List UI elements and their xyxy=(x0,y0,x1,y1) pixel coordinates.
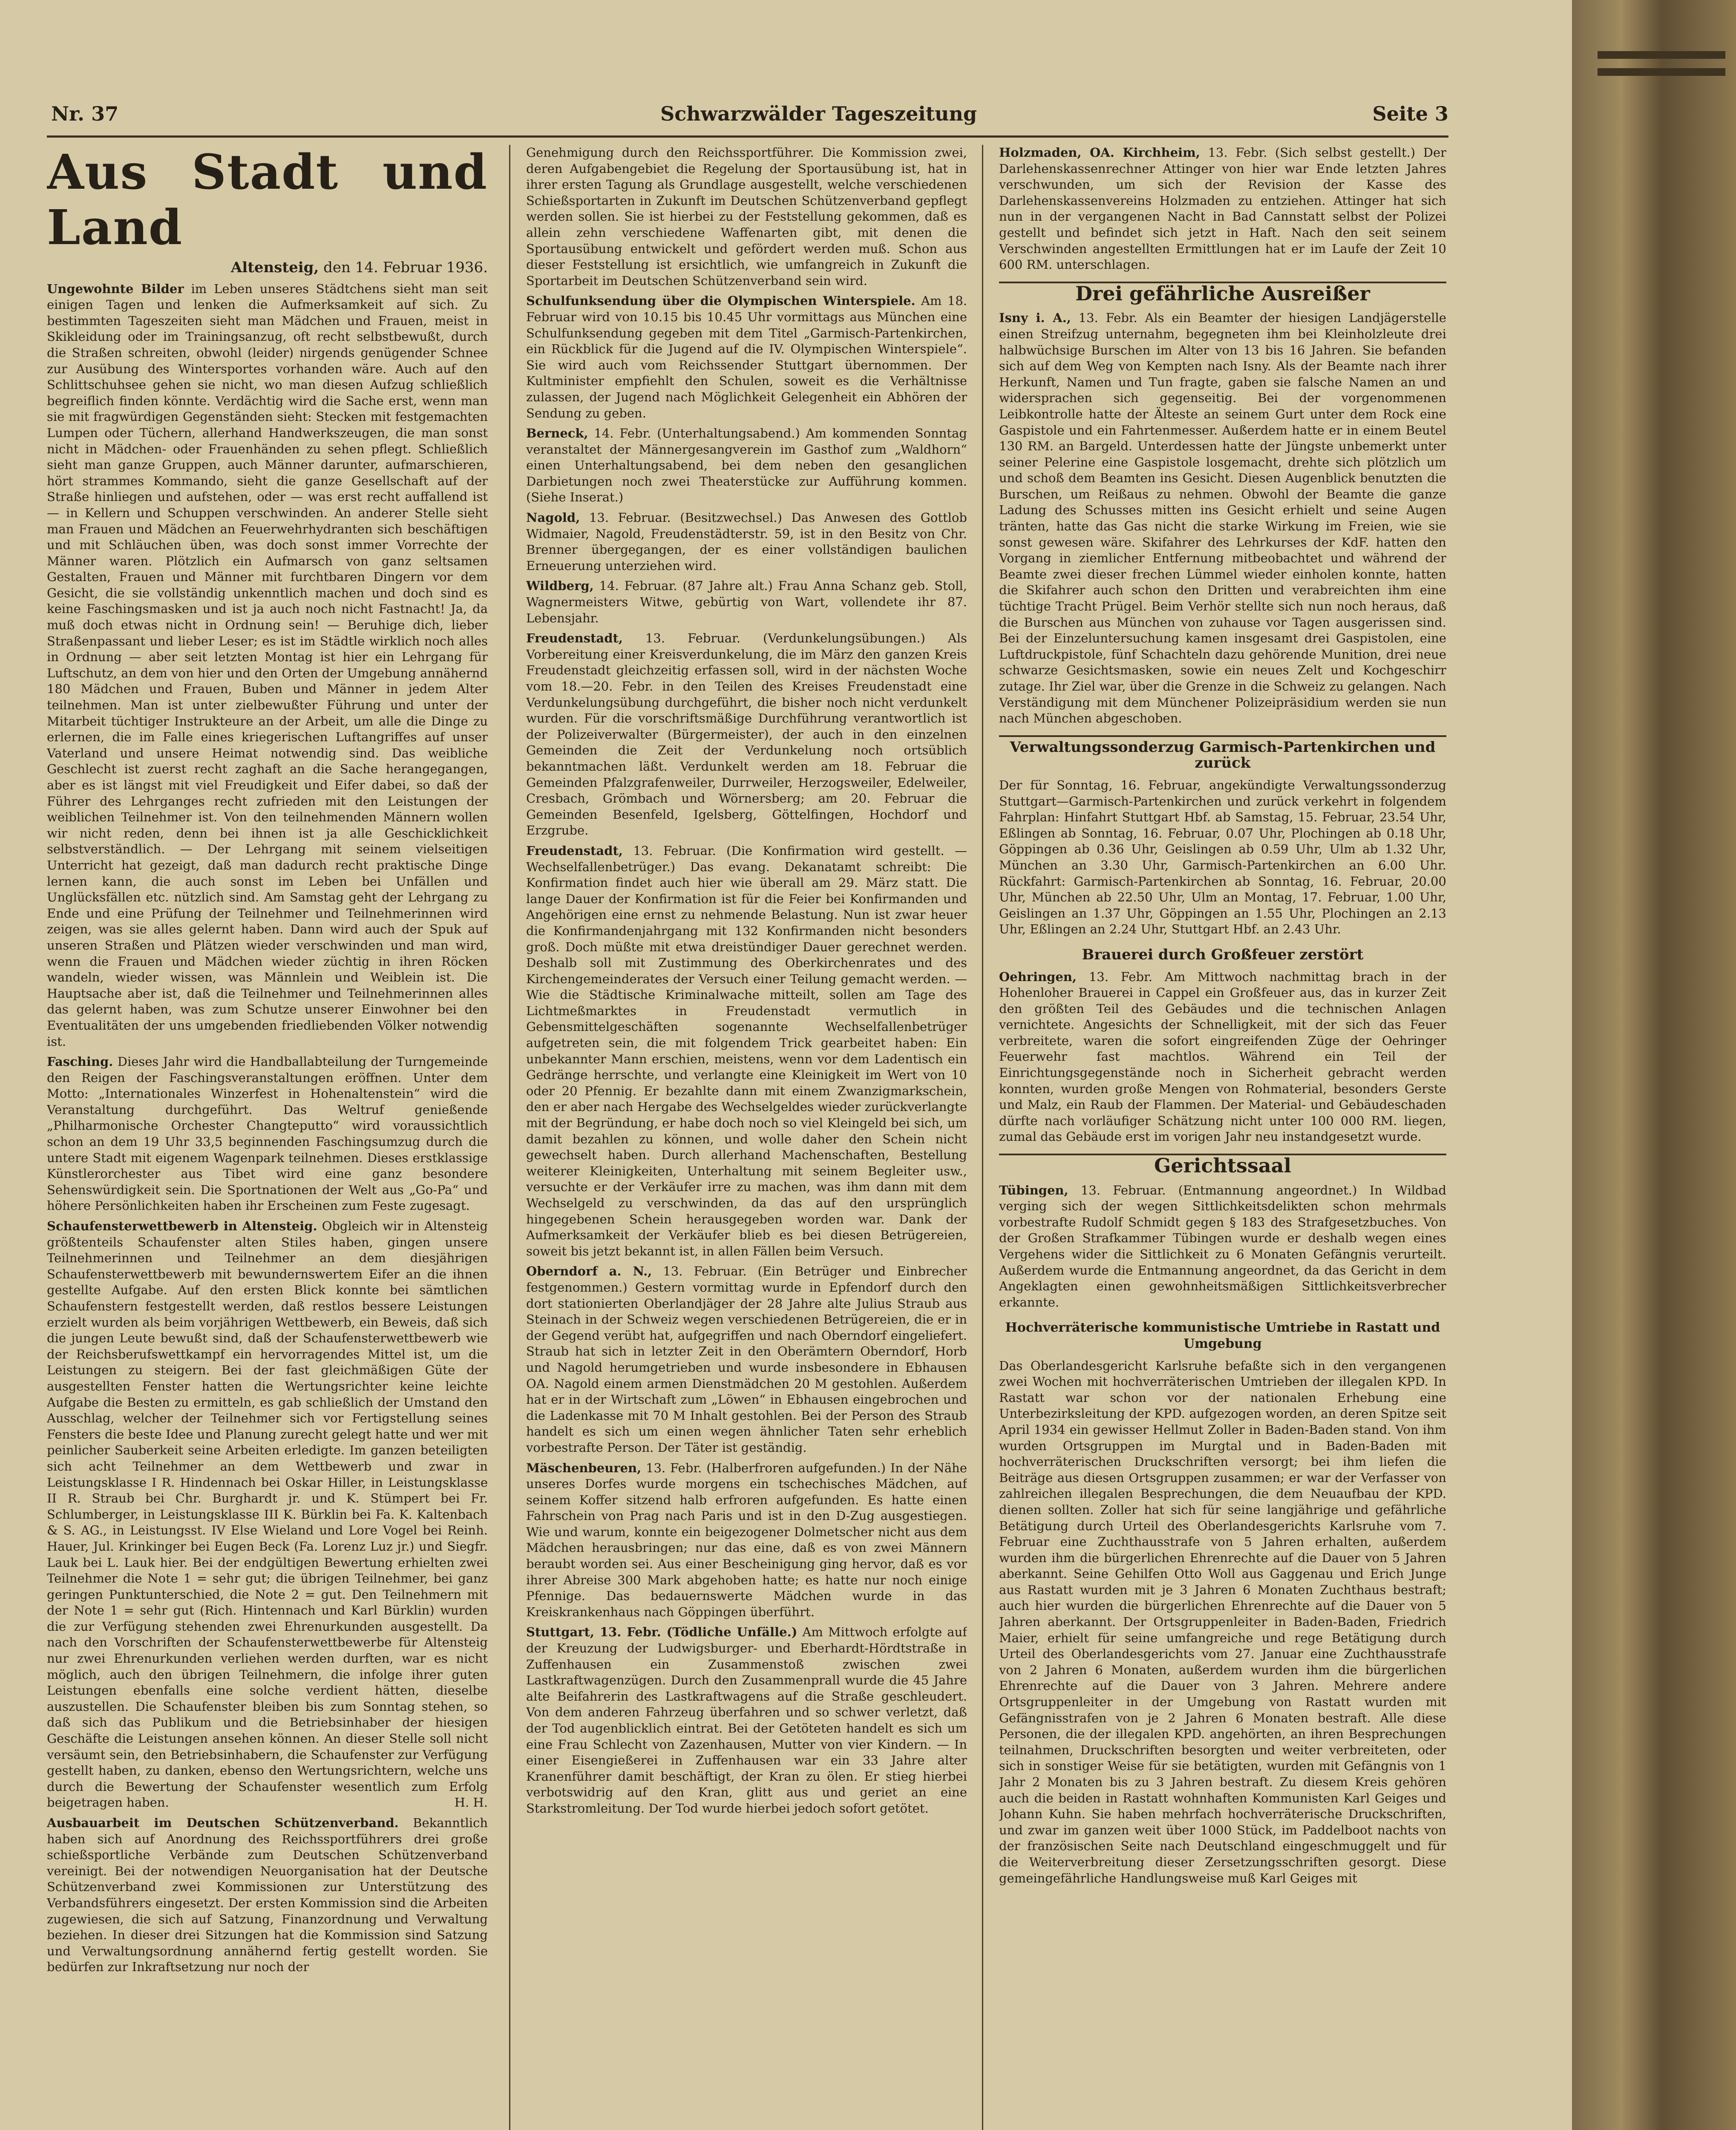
article xyxy=(526,578,967,626)
book-binding xyxy=(1572,0,1736,2130)
article-body: 13. Februar. (Besitzwechsel.) Das Anwesen des Gottlob Widmaier, Nagold, Freudenstädterstr. 59, ist in den Besitz von Chr. Brenner übergegangen, der es einer vollständigen baulichen Erneuerung unterziehen wird. xyxy=(526,510,967,573)
article xyxy=(526,510,967,574)
article-body: 13. Febr. (Sich selbst gestellt.) Der Darlehenskassenrechner Attinger von hier war Ende letzten Jahres verschwunden, um sich der Revision der Kasse des Darlehenskassenvereins Holzmaden zu entziehen. Attinger hat sich nun in der vergangenen Nacht in Bad Cannstatt selbst der Polizei gestellt und befindet sich jetzt in Haft. Nach den seit seinem Verschwinden angestellten Ermittlungen hat er im Laufe der Zeit 10 600 RM. unterschlagen. xyxy=(999,145,1446,272)
article-lead: Nagold, xyxy=(526,510,580,525)
article xyxy=(526,426,967,506)
article-body: 13. Februar. (Entmannung angeordnet.) In Wildbad verging sich der wegen Sittlichkeitsdelikten schon mehrmals vorbestrafte Rudolf Schmidt gegen § 183 des Strafgesetzbuches. Von der Großen Strafkammer Tübingen wurde er deshalb wegen eines Vergehens wider die Sittlichkeit zu 6 Monaten Gefängnis verurteilt. Außerdem wurde die Entmannung angeordnet, da das Gericht in dem Angeklagten einen gewohnheitsmäßigen Sittlichkeitsverbrecher erkannte. xyxy=(999,1183,1446,1310)
column-1 xyxy=(47,145,488,2130)
article xyxy=(526,1624,967,1816)
article xyxy=(47,1054,488,1214)
binding-band xyxy=(1598,68,1725,76)
section-title: Aus Stadt und Land xyxy=(47,145,488,256)
article-lead: Fasching. xyxy=(47,1054,113,1069)
article-body: im Leben unseres Städtchens sieht man seit einigen Tagen und lenken die Aufmerksamkeit auf sich. Zu bestimmten Tageszeiten sieht man Mädchen und Frauen, meist in Skikleidung oder im Trainingsanzug, oft recht selbstbewußt, durch die Straßen schreiten, obwohl (leider) nirgends genügender Schnee zur Ausübung des Wintersportes vorhanden wäre. Auch auf den Schlittschuhsee gehen sie nicht, wo man diesen Aufzug schließlich begreiflich finden könnte. Verdächtig wird die Sache erst, wenn man sie mit fragwürdigen Gegenständen sieht: Stecken mit festgemachten Lumpen oder Tüchern, allerhand Handwerkszeugen, die man sonst nicht in Mädchen- oder Frauenhänden zu sehen pflegt. Schließlich sieht man ganze Gruppen, auch Männer darunter, aufmarschieren, hört strammes Kommando, sieht die ganze Gesellschaft auf der Straße hinliegen und aufstehen, oder — was erst recht auffallend ist — in Kellern und Schuppen verschwinden. An anderer Stelle sieht man Frauen und Mädchen an Feuerwehrhydranten sich beschäftigen und mit Schläuchen üben, was doch sonst immer Vorrechte der Männer waren. Plötzlich ein Aufmarsch von ganz seltsamen Gestalten, Frauen und Männer mit furchtbaren Dingern vor dem Gesicht, die sie vollständig unkenntlich machen und doch sind es keine Faschingsmasken und ist ja auch noch nicht Fastnacht! Ja, da muß doch etwas nicht in Ordnung sein! — Beruhige dich, lieber Straßenpassant und lieber Leser; es ist im Städtle wirklich noch alles in Ordnung — aber seit letzten Montag ist hier ein Lehrgang für Luftschutz, an dem von hier und den Orten der Umgebung annähernd 180 Mädchen und Frauen, Buben und Männer in jedem Alter teilnehmen. Man ist unter zielbewußter Führung und unter der Mitarbeit tüchtiger Instrukteure an der Arbeit, um alle die Dinge zu erlernen, die im Falle eines kriegerischen Luftangriffes auf unser Vaterland und unsere Heimat notwendig sind. Das weibliche Geschlecht ist zuerst recht zaghaft an die Sache herangegangen, aber es ist längst mit viel Freudigkeit und Eifer dabei, so daß der Führer des Lehrganges recht zufrieden mit den Leistungen der weiblichen Teilnehmer ist. Von den teilnehmenden Männern wollen wir nicht reden, denn bei ihnen ist ja alle Geschicklichkeit selbstverständlich. — Der Lehrgang mit seinem vielseitigen Unterricht hat gezeigt, daß man dadurch recht praktische Dinge lernen kann, die auch sonst im Leben bei Unfällen und Unglücksfällen etc. nützlich sind. Am Samstag geht der Lehrgang zu Ende und eine Prüfung der Teilnehmer und Teilnehmerinnen wird zeigen, was sie alles gelernt haben. Dann wird auch der Spuk auf unseren Straßen und Plätzen wieder verschwinden und man wird, wenn die Frauen und Mädchen wieder züchtig in ihren Röcken wandeln, wieder wissen, was Männlein und Weiblein ist. Die Hauptsache aber ist, daß die Teilnehmer und Teilnehmerinnen alles das gelernt haben, was zum Schutze unserer Einwohner bei den Eventualitäten der uns umgebenden friedliebenden Völker notwendig ist. xyxy=(47,281,488,1049)
newspaper-title: Schwarzwälder Tageszeitung xyxy=(660,102,977,125)
article xyxy=(526,145,967,289)
article xyxy=(47,1218,488,1811)
dateline xyxy=(47,260,488,276)
column-2 xyxy=(526,145,967,2130)
dateline-place: Altensteig, xyxy=(230,259,319,276)
article-lead: Isny i. A., xyxy=(999,311,1071,325)
column-divider xyxy=(509,145,510,2130)
article-lead: Holzmaden, OA. Kirchheim, xyxy=(999,145,1200,160)
page-header xyxy=(51,98,1448,132)
dateline-date: den 14. Februar 1936. xyxy=(323,259,488,276)
article xyxy=(47,281,488,1050)
article xyxy=(526,1264,967,1456)
article-lead: Ausbauarbeit im Deutschen Schützenverband. xyxy=(47,1816,399,1830)
article xyxy=(999,1183,1446,1311)
article-lead: Schulfunksendung über die Olympischen Winterspiele. xyxy=(526,294,916,308)
article-signature: H. H. xyxy=(454,1795,488,1810)
article xyxy=(999,145,1446,273)
article-body: Am 18. Februar wird von 10.15 bis 10.45 Uhr vormittags aus München eine Schulfunksendung gegeben mit dem Titel „Garmisch-Partenkirchen, ein Rückblick für die Jugend auf die IV. Olympischen Winterspiele“. Sie wird auch vom Reichssender Stuttgart übernommen. Der Kultminister empfiehlt den Schulen, soweit es die Verhältnisse zulassen, der Jugend nach Möglichkeit Gelegenheit ein Abhören der Sendung zu geben. xyxy=(526,294,967,420)
article-body: Am Mittwoch erfolgte auf der Kreuzung der Ludwigsburger- und Eberhardt-Hördtstraße in Zuffenhausen ein Zusammenstoß zwischen zwei Lastkraftwagenzügen. Durch den Zusammenprall wurde die 45 Jahre alte Beifahrerin des Lastkraftwagens auf die Straße geschleudert. Von dem anderen Fahrzeug überfahren und so schwer verletzt, daß der Tod augenblicklich eintrat. Bei der Getöteten handelt es sich um eine Frau Schlecht von Zazenhausen, Mutter von vier Kindern. — In einer Eisengießerei in Zuffenhausen war ein 33 Jahre alter Kranenführer damit beschäftigt, der Kran zu ölen. Er stieg hierbei verbotswidrig auf den Kran, glitt aus und geriet an eine Starkstromleitung. Der Tod wurde hierbei jedoch sofort getötet. xyxy=(526,1625,967,1816)
header-rule xyxy=(47,135,1448,138)
article xyxy=(526,843,967,1259)
article-body: 13. Febr. Am Mittwoch nachmittag brach in der Hohenloher Brauerei in Cappel ein Großfeuer aus, das in kurzer Zeit den größten Teil des Gebäudes und die technischen Anlagen vernichtete. Angesichts der Schnelligkeit, mit der sich das Feuer verbreitete, waren die sofort eingreifenden Züge der Oehringer Feuerwehr fast machtlos. Während ein Teil der Einrichtungsgegenstände noch in Sicherheit gebracht werden konnten, wurden große Mengen von Rohmaterial, besonders Gerste und Malz, ein Raub der Flammen. Der Material- und Gebäudeschaden dürfte nach vorläufiger Schätzung nicht unter 100 000 RM. liegen, zumal das Gebäude erst im vorigen Jahr neu instandgesetzt wurde. xyxy=(999,969,1446,1144)
article-headline: Gerichtssaal xyxy=(999,1154,1446,1174)
column-3 xyxy=(999,145,1446,2130)
article-body: 13. Februar. (Verdunkelungsübungen.) Als Vorbereitung einer Kreisverdunkelung, die im März den ganzen Kreis Freudenstadt gleichzeitig erfassen soll, wird in der nächsten Woche vom 18.—20. Febr. in den Teilen des Kreises Freudenstadt eine Verdunkelungsübung durchgeführt, die bisher noch nicht verdunkelt wurden. Für die vorschriftsmäßige Durchführung verantwortlich ist der Polizeiverwalter (Bürgermeister), der auch in den einzelnen Gemeinden die Zeit der Verdunkelung noch ortsüblich bekanntmachen läßt. Verdunkelt werden am 18. Februar die Gemeinden Pfalzgrafenweiler, Durrweiler, Herzogsweiler, Edelweiler, Cresbach, Grömbach und Wörnersberg; am 20. Februar die Gemeinden Besenfeld, Igelsberg, Göttelfingen, Hochdorf und Erzgrube. xyxy=(526,631,967,838)
issue-number: Nr. 37 xyxy=(51,102,119,125)
article-lead: Freudenstadt, xyxy=(526,631,623,646)
article-body: Bekanntlich haben sich auf Anordnung des Reichssportführers drei große schießsportliche Verbände zum Deutschen Schützenverband vereinigt. Bei der notwendigen Neuorganisation hat der Deutsche Schützenverband zwei Kommissionen zur Unterstützung des Verbandsführers eingesetzt. Der ersten Kommission sind die Arbeiten zugewiesen, die sich auf Satzung, Finanzordnung und Verwaltung beziehen. In dieser drei Sitzungen hat die Kommission sind Satzung und Verwaltungsordnung annähernd fertig gestellt worden. Sie bedürfen zur Inkraftsetzung nur noch der xyxy=(47,1816,488,1975)
article xyxy=(999,310,1446,726)
page-number: Seite 3 xyxy=(1372,102,1448,125)
article-body: Dieses Jahr wird die Handballabteilung der Turngemeinde den Reigen der Faschingsveranstaltungen eröffnen. Unter dem Motto: „Internationales Winzerfest in Hohenaltenstein“ wird die Veranstaltung durchgeführt. Das Weltruf genießende „Philharmonische Orchester Changteputto“ wird voraussichtlich schon an dem 19 Uhr 33,5 beginnenden Faschingsumzug durch die untere Stadt mit eigenem Wagenpark teilnehmen. Dieses erstklassige Künstlerorchester aus Tibet wird eine ganz besondere Sehenswürdigkeit sein. Die Sportnationen der Welt aus „Go-Pa“ und höhere Persönlichkeiten haben ihr Erscheinen zum Feste zugesagt. xyxy=(47,1054,488,1213)
article xyxy=(999,1358,1446,1887)
article-lead: Berneck, xyxy=(526,426,588,441)
article xyxy=(999,969,1446,1146)
article-body: 13. Februar. (Die Konfirmation wird gestellt. — Wechselfallenbetrüger.) Das evang. Dekanatamt schreibt: Die Konfirmation findet auch hier wie überall am 29. März statt. Die lange Dauer der Konfirmation ist für die Feier bei Konfirmanden und Angehörigen eine ernst zu nehmende Belastung. Nun ist zwar heuer die Konfirmandenjahrgang mit 132 Konfirmanden nicht besonders groß. Doch müßte mit etwa dreistündiger Dauer gerechnet werden. Deshalb soll mit Zustimmung des Oberkirchenrates und des Kirchengemeinderates der Versuch einer Teilung gemacht werden. — Wie die Städtische Kriminalwache mitteilt, sollen am Tage des Lichtmeßmarktes in Freudenstadt vermutlich in Gebensmittelgeschäften sogenannte Wechselfallenbetrüger aufgetreten sein, die mit folgendem Trick gearbeitet haben: Ein unbekannter Mann erschien, meistens, wenn vor dem Ladentisch ein Gedränge herrschte, und verlangte eine Kleinigkeit im Wert von 10 oder 20 Pfennig. Er bezahlte dann mit einem Zwanzigmarkschein, den er aber nach Hergabe des Wechselgeldes wieder zurückverlangte mit der Begründung, er habe doch noch so viel Kleingeld bei sich, um damit bezahlen zu können, und wolle daher den Schein nicht gewechselt haben. Durch allerhand Machenschaften, Bestellung weiterer Kleinigkeiten, Unterhaltung mit seinem Begleiter usw., versuchte er der Verkäufer irre zu machen, was ihm dann mit dem Wechselgeld zu verschwinden, da das auf den ursprünglich hingegebenen Schein herausgegeben worden war. Dank der Aufmerksamkeit der Verkäufer blieb es bei diesen Betrügereien, soweit bis jetzt bekannt ist, in allen Fällen beim Versuch. xyxy=(526,843,967,1258)
article-body: 13. Febr. Als ein Beamter der hiesigen Landjägerstelle einen Streifzug unternahm, begegneten ihm bei Kleinholzleute drei halbwüchsige Burschen im Alter von 13 bis 16 Jahren. Sie befanden sich auf dem Weg von Kempten nach Isny. Als der Beamte nach ihrer Herkunft, Namen und Tun fragte, gaben sie falsche Namen an und widersprachen sich gegenseitig. Bei der vorgenommenen Leibkontrolle hatte der Älteste an seinem Gurt unter dem Rock eine Gaspistole und ein Fahrtenmesser. Außerdem hatte er in einem Beutel 130 RM. an Bargeld. Unterdessen hatte der Jüngste unbemerkt unter seiner Pelerine eine Gaspistole losgemacht, drehte sich plötzlich um und schoß dem Beamten ins Gesicht. Diesen Augenblick benutzten die Burschen, um Reißaus zu nehmen. Obwohl der Beamte die ganze Ladung des Schusses mitten ins Gesicht erhielt und seine Augen tränten, hatte das Gas nicht die starke Wirkung im Freien, wie sie sonst gewesen wäre. Skifahrer des Lehrkurses der KdF. hatten den Vorgang in ziemlicher Entfernung mitbeobachtet und während der Beamte zwei dieser frechen Lümmel wieder einholen konnte, hatten die Skifahrer auch schon den Dritten und verabreichten ihm eine tüchtige Tracht Prügel. Beim Verhör stellte sich nun noch heraus, daß die Burschen aus München von zuhause vor Tagen ausgerissen sind. Bei der Einzeluntersuchung kamen insgesamt drei Gaspistolen, eine Luftdruckpistole, fünf Schachteln dazu gehörende Munition, drei neue schwarze Gesichtsmasken, sowie ein neues Zelt und Kochgeschirr zutage. Ihr Ziel war, über die Grenze in die Schweiz zu gelangen. Nach Verständigung mit dem Münchener Polizeipräsidium werden sie nun nach München abgeschoben. xyxy=(999,311,1446,726)
article-lead: Oberndorf a. N., xyxy=(526,1264,652,1279)
article-body: Das Oberlandesgericht Karlsruhe befaßte sich in den vergangenen zwei Wochen mit hochverräterischen Umtrieben der illegalen KPD. In Rastatt war schon vor der nationalen Erhebung eine Unterbezirksleitung der KPD. aufgezogen worden, an deren Spitze seit April 1934 ein gewisser Hellmut Zoller in Baden-Baden stand. Von ihm wurden Ortsgruppen im Murgtal und in Baden-Baden mit hochverräterischen Druckschriften versorgt; bei ihm liefen die Beiträge aus diesen Ortsgruppen zusammen; er war der Verfasser von zahlreichen illegalen Besprechungen, die dem Neuaufbau der KPD. dienen sollten. Zoller hat sich für seine langjährige und gefährliche Betätigung durch Urteil des Oberlandesgerichts Karlsruhe vom 7. Februar eine Zuchthausstrafe von 5 Jahren erhalten, außerdem wurden ihm die bürgerlichen Ehrenrechte auf die Dauer von 5 Jahren aberkannt. Seine Gehilfen Otto Woll aus Gaggenau und Erich Junge aus Rastatt wurden mit je 3 Jahren 6 Monaten Zuchthaus bestraft; auch hier wurden die bürgerlichen Ehrenrechte auf die Dauer von 5 Jahren aberkannt. Der Ortsgruppenleiter in Baden-Baden, Friedrich Maier, erhielt für seine umfangreiche und rege Betätigung durch Urteil des Oberlandesgerichts vom 27. Januar eine Zuchthausstrafe von 2 Jahren 6 Monaten, außerdem wurden ihm die bürgerlichen Ehrenrechte auf die Dauer von 3 Jahren. Mehrere andere Ortsgruppenleiter in der Umgebung von Rastatt wurden mit Gefängnisstrafen von je 2 Jahren 6 Monaten bestraft. Alle diese Personen, die der illegalen KPD. angehörten, an ihren Besprechungen teilnahmen, Druckschriften besorgten und weiter verbreiteten, oder sich in sonstiger Weise für sie betätigten, wurden mit Gefängnis von 1 Jahr 2 Monaten bis zu 3 Jahren bestraft. Zu diesem Kreis gehören auch die beiden in Rastatt wohnhaften Kommunisten Karl Geiges und Johann Kuhn. Sie haben mehrfach hochverräterische Druckschriften, und zwar im ganzen weit über 1000 Stück, im Paddelboot nachts von der französischen Seite nach Deutschland eingeschmuggelt und für die Weiterverbreitung dieser Zersetzungsschriften gesorgt. Diese gemeingefährliche Handlungsweise muß Karl Geiges mit xyxy=(999,1358,1446,1885)
article-body: Obgleich wir in Altensteig größtenteils Schaufenster alten Stiles haben, gingen unsere Teilnehmerinnen und Teilnehmer an dem diesjährigen Schaufensterwettbewerb mit bewundernswertem Eifer an die ihnen gestellte Aufgabe. Auf den ersten Blick konnte bei sämtlichen Schaufenstern festgestellt werden, daß restlos bessere Leistungen erzielt wurden als beim vorjährigen Wettbewerb, ein Beweis, daß sich die jungen Leute bewußt sind, daß der Schaufensterwettbewerb wie der Reichsberufswettkampf ein hervorragendes Mittel ist, um die Leistungen zu steigern. Bei der fast gleichmäßigen Güte der ausgestellten Fenster hatten die Wertungsrichter keine leichte Aufgabe die Besten zu ermitteln, es gab schließlich der Umstand den Ausschlag, welcher der Teilnehmer sich vor Fertigstellung seines Fensters die beste Idee und Planung zurecht gelegt hatte und wer mit peinlicher Sauberkeit seine Arbeiten erledigte. Im ganzen beteiligten sich acht Teilnehmer an dem Wettbewerb und zwar in Leistungsklasse I R. Hindennach bei Oskar Hiller, in Leistungsklasse II R. Straub bei Chr. Burghardt jr. und K. Stümpert bei Fr. Schlumberger, in Leistungsklasse III K. Bürklin bei Fa. K. Kaltenbach & S. AG., in Leistungsst. IV Else Wieland und Lore Vogel bei Reinh. Hauer, Jul. Krinkinger bei Eugen Beck (Fa. Lorenz Luz jr.) und Siegfr. Lauk bei L. Lauk hier. Bei der endgültigen Bewertung erhielten zwei Teilnehmer die Note 1 = sehr gut; die übrigen Teilnehmer, bei ganz geringen Punktunterschied, die Note 2 = gut. Den Teilnehmern mit der Note 1 = sehr gut (Rich. Hintennach und Karl Bürklin) wurden die zur Verfügung stehenden zwei Ehrenurkunden ausgestellt. Da nach den Vorschriften der Schaufensterwettbewerbe für Altensteig nur zwei Ehrenurkunden verliehen werden durften, war es nicht möglich, auch den übrigen Teilnehmern, die infolge ihrer guten Leistungen ebenfalls eine solche verdient hätten, dieselbe auszustellen. Die Schaufenster bleiben bis zum Sonntag stehen, so daß sich das Publikum und die Betriebsinhaber der hiesigen Geschäfte die Leistungen ansehen können. An dieser Stelle soll nicht versäumt sein, den Betriebsinhabern, die Schaufenster zur Verfügung gestellt haben, zu danken, ebenso den Wertungsrichtern, welche uns durch die Bewertung der Schaufenster wesentlich zum Erfolg beigetragen haben. xyxy=(47,1219,488,1810)
article xyxy=(526,1460,967,1621)
binding-band xyxy=(1598,51,1725,59)
article-headline: Drei gefährliche Ausreißer xyxy=(999,282,1446,302)
article-body: 13. Februar. (Ein Betrüger und Einbrecher festgenommen.) Gestern vormittag wurde in Epfendorf durch den dort stationierten Oberlandjäger der 28 Jahre alte Julius Straub aus Steinach in der Schweiz wegen verschiedenen Betrügereien, die er in der Gegend verübt hat, aufgegriffen und nach Oberndorf eingeliefert. Straub hat sich in letzter Zeit in den Oberämtern Oberndorf, Horb und Nagold herumgetrieben und wurde insbesondere in Ebhausen OA. Nagold einem armen Dienstmädchen 20 M gestohlen. Außerdem hat er in der Wirtschaft zum „Löwen“ in Ebhausen eingebrochen und die Ladenkasse mit 70 M Inhalt gestohlen. Bei der Person des Straub handelt es sich um einen wegen ähnlicher Taten sehr erheblich vorbestrafte Person. Der Täter ist geständig. xyxy=(526,1264,967,1455)
article-headline: Brauerei durch Großfeuer zerstört xyxy=(1082,946,1364,963)
article-headline: Hochverräterische kommunistische Umtriebe in Rastatt und Umgebung xyxy=(1005,1320,1440,1351)
article-body: 14. Februar. (87 Jahre alt.) Frau Anna Schanz geb. Stoll, Wagnermeisters Witwe, gebürtig von Wart, vollendete ihr 87. Lebensjahr. xyxy=(526,579,967,625)
article-lead: Stuttgart, 13. Febr. (Tödliche Unfälle.) xyxy=(526,1625,797,1640)
article-lead: Tübingen, xyxy=(999,1183,1068,1197)
article-lead: Ungewohnte Bilder xyxy=(47,281,184,296)
article-body: 14. Febr. (Unterhaltungsabend.) Am kommenden Sonntag veranstaltet der Männergesangverein im Gasthof zum „Waldhorn“ einen Unterhaltungsabend, bei dem neben den gesanglichen Darbietungen noch zwei Theaterstücke zur Aufführung kommen. (Siehe Inserat.) xyxy=(526,426,967,505)
article xyxy=(999,777,1446,938)
article xyxy=(526,293,967,421)
article-lead: Schaufensterwettbewerb in Altensteig. xyxy=(47,1219,317,1234)
article-lead: Oehringen, xyxy=(999,969,1077,984)
article-body: Der für Sonntag, 16. Februar, angekündigte Verwaltungssonderzug Stuttgart—Garmisch-Partenkirchen und zurück verkehrt in folgendem Fahrplan: Hinfahrt Stuttgart Hbf. ab Samstag, 15. Februar, 23.54 Uhr, Eßlingen ab Sonntag, 16. Februar, 0.07 Uhr, Plochingen ab 0.18 Uhr, Göppingen ab 0.36 Uhr, Geislingen ab 0.59 Uhr, Ulm ab 1.32 Uhr, München an 3.30 Uhr, Garmisch-Partenkirchen an 6.00 Uhr. Rückfahrt: Garmisch-Partenkirchen ab Sonntag, 16. Februar, 20.00 Uhr, München ab 22.50 Uhr, Ulm an Montag, 17. Februar, 1.00 Uhr, Geislingen an 1.37 Uhr, Göppingen an 1.55 Uhr, Plochingen an 2.13 Uhr, Eßlingen an 2.24 Uhr, Stuttgart Hbf. an 2.43 Uhr. xyxy=(999,777,1446,937)
article-lead: Freudenstadt, xyxy=(526,843,623,858)
article-body: 13. Febr. (Halberfroren aufgefunden.) In der Nähe unseres Dorfes wurde morgens ein tschechisches Mädchen, auf seinem Koffer sitzend halb erfroren aufgefunden. Es hatte einen Fahrschein von Prag nach Paris und ist in den D-Zug ausgestiegen. Wie und warum, konnte ein beigezogener Dolmetscher nicht aus dem Mädchen herausbringen; nur das eine, daß es von zwei Männern beraubt worden sei. Aus einer Bescheinigung ging hervor, daß es vor ihrer Abreise 300 Mark abgehoben hatte; es hatte nur noch einige Pfennige. Das bedauernswerte Mädchen wurde in das Kreiskrankenhaus nach Göppingen überführt. xyxy=(526,1460,967,1619)
article-lead: Mäschenbeuren, xyxy=(526,1460,642,1475)
article-lead: Wildberg, xyxy=(526,579,594,593)
article-headline: Verwaltungssonderzug Garmisch-Partenkirchen und zurück xyxy=(999,735,1446,771)
article xyxy=(47,1815,488,1975)
article xyxy=(526,630,967,839)
column-divider xyxy=(982,145,983,2130)
article-body: Genehmigung durch den Reichssportführer. Die Kommission zwei, deren Aufgabengebiet die Regelung der Sportausübung ist, hat in ihrer ersten Tagung als Grundlage ausgestellt, welche verschiedenen Schießsportarten in Zukunft im Deutschen Schützenverband gepflegt werden sollen. Sie ist hierbei zu der Feststellung gekommen, daß es allein zehn verschiedene Waffenarten gibt, mit denen die Sportausübung entwickelt und gefördert werden muß. Schon aus dieser Feststellung ist ersichtlich, wie umfangreich in Zukunft die Sportarbeit im Deutschen Schützenverband sein wird. xyxy=(526,145,967,288)
